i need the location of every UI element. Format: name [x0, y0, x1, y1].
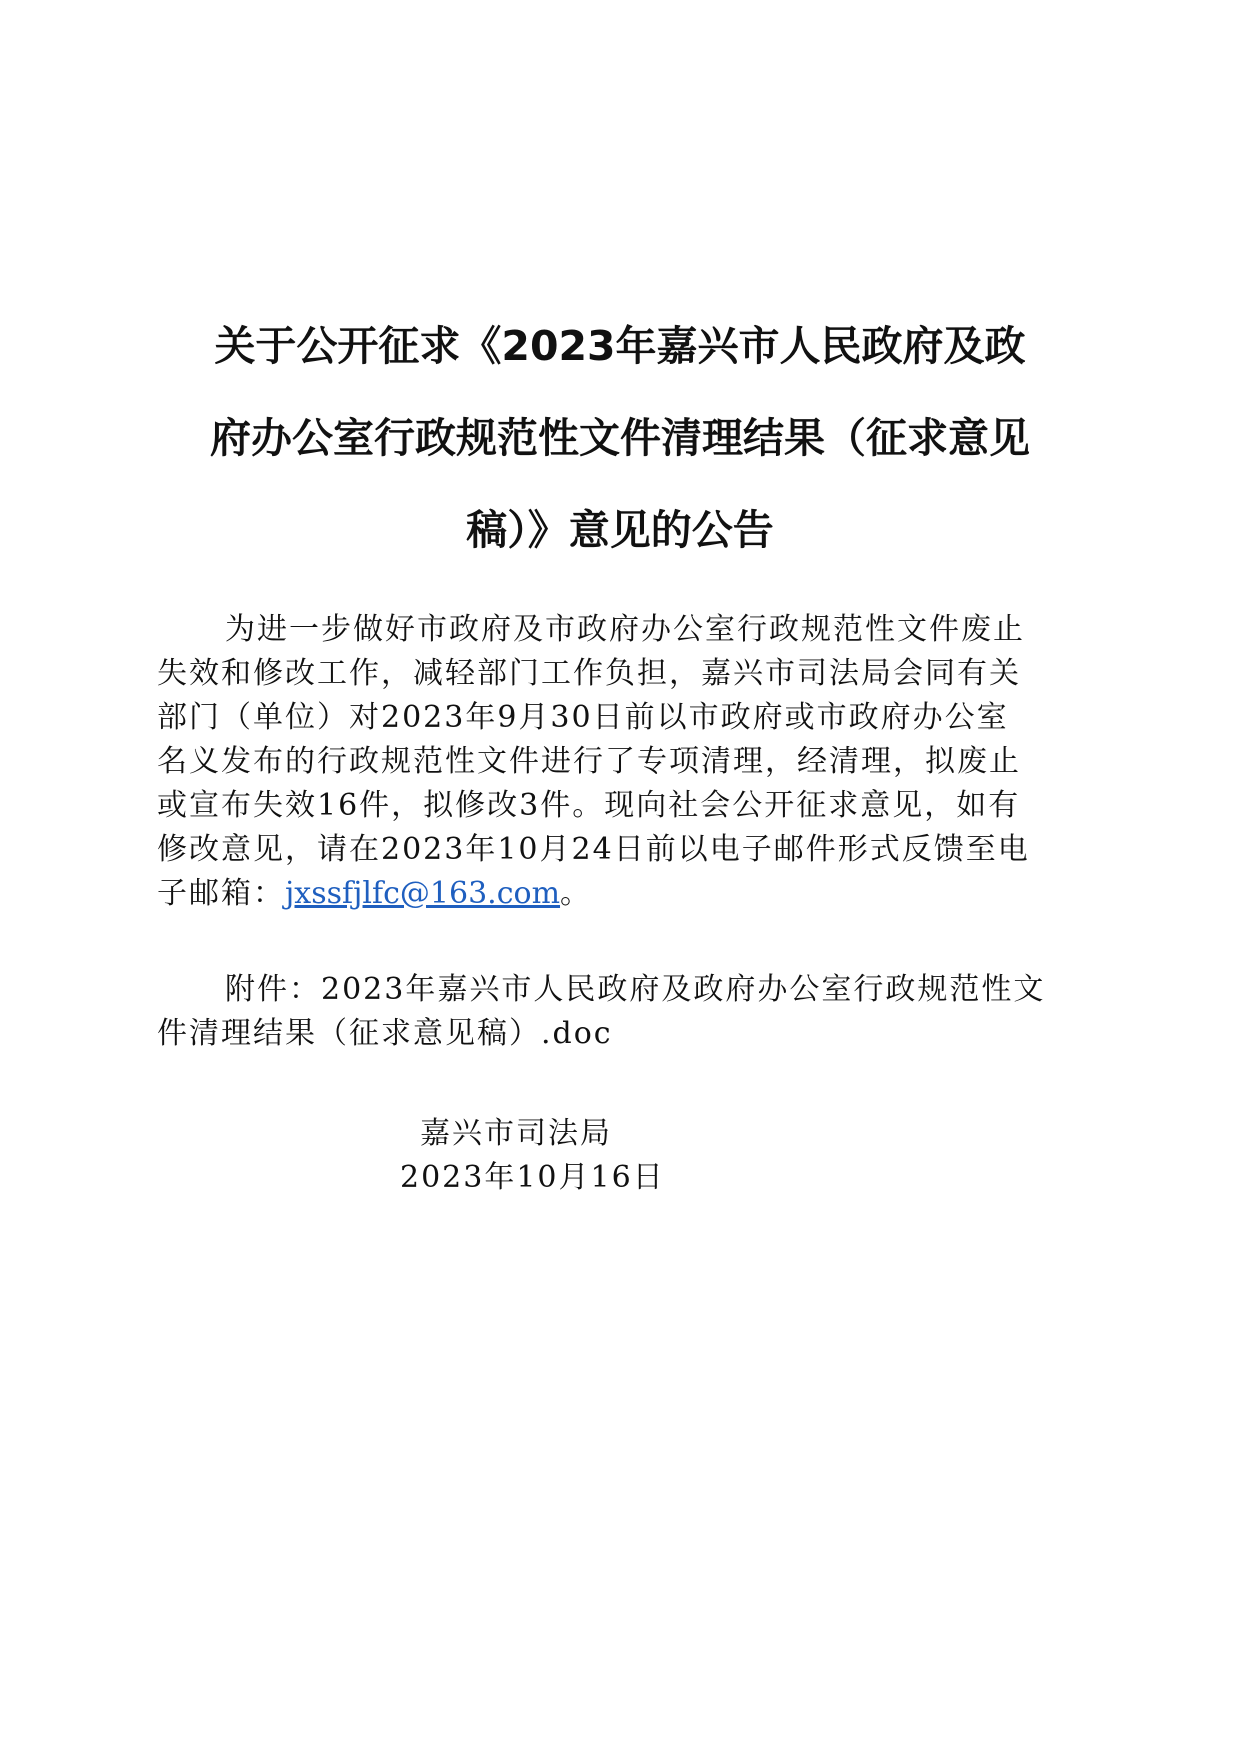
title-line-2: 府办公室行政规范性文件清理结果（征求意见	[210, 414, 1030, 462]
announcement-paragraph	[157, 608, 1085, 916]
paragraph-line: 修改意见，请在2023年10月24日前以电子邮件形式反馈至电	[157, 832, 1030, 867]
attachment-paragraph	[157, 968, 1085, 1056]
signature-block	[400, 1112, 820, 1200]
paragraph-line: 失效和修改工作，减轻部门工作负担，嘉兴市司法局会同有关	[157, 656, 1021, 691]
paragraph-last-line	[157, 872, 1085, 916]
paragraph-line: 或宣布失效16件，拟修改3件。现向社会公开征求意见，如有	[157, 788, 1021, 823]
attachment-line: 附件：2023年嘉兴市人民政府及政府办公室行政规范性文	[225, 972, 1046, 1007]
signature-organization: 嘉兴市司法局	[420, 1116, 612, 1151]
document-title	[150, 300, 1090, 576]
title-line-1: 关于公开征求《2023年嘉兴市人民政府及政	[214, 322, 1026, 370]
paragraph-line: 部门（单位）对2023年9月30日前以市政府或市政府办公室	[157, 700, 1009, 735]
email-prefix: 子邮箱：	[157, 876, 285, 911]
email-link[interactable]: jxssfjlfc@163.com	[285, 876, 561, 911]
paragraph-line: 名义发布的行政规范性文件进行了专项清理，经清理，拟废止	[157, 744, 1021, 779]
email-suffix: 。	[560, 876, 593, 911]
attachment-line: 件清理结果（征求意见稿）.doc	[157, 1016, 613, 1051]
signature-date: 2023年10月16日	[400, 1160, 665, 1195]
title-line-3: 稿）》意见的公告	[466, 506, 774, 554]
paragraph-line: 为进一步做好市政府及市政府办公室行政规范性文件废止	[225, 612, 1025, 647]
